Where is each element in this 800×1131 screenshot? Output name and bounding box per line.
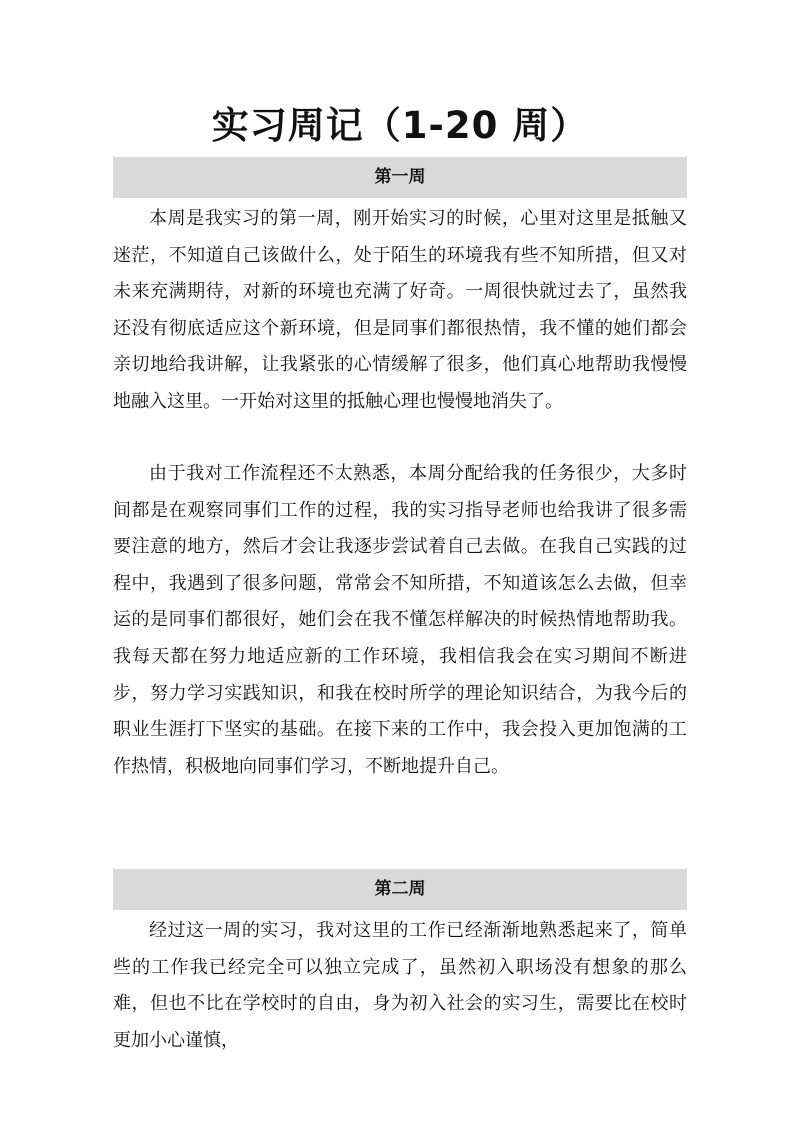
- week-1-paragraph-2: 由于我对工作流程还不太熟悉，本周分配给我的任务很少，大多时间都是在观察同事们工作的过程，我的实习指导老师也给我讲了很多需要注意的地方，然后才会让我逐步尝试着自己去做。在我自己实践的过程中，我遇到了很多问题，常常会不知所措，不知道该怎么去做，但幸运的是同事们都很好，她们会在我不懂怎样解决的时候热情地帮助我。我每天都在努力地适应新的工作环境，我相信我会在实习期间不断进步，努力学习实践知识，和我在校时所学的理论知识结合，为我今后的职业生涯打下坚实的基础。在接下来的工作中，我会投入更加饱满的工作热情，积极地向同事们学习，不断地提升自己。: [113, 463, 687, 777]
- week-2-heading: 第二周: [113, 869, 687, 910]
- document-title: 实习周记（1-20 周）: [211, 104, 589, 147]
- week-2-paragraph-1: 经过这一周的实习，我对这里的工作已经渐渐地熟悉起来了，简单些的工作我已经完全可以独立完成了，虽然初入职场没有想象的那么难，但也不比在学校时的自由，身为初入社会的实习生，需要比在校时更加小心谨慎，: [113, 920, 687, 1051]
- week-1-heading: 第一周: [113, 157, 687, 198]
- week-1-paragraph-1: 本周是我实习的第一周，刚开始实习的时候，心里对这里是抵触又迷茫，不知道自己该做什么，处于陌生的环境我有些不知所措，但又对未来充满期待，对新的环境也充满了好奇。一周很快就过去了，虽然我还没有彻底适应这个新环境，但是同事们都很热情，我不懂的她们都会亲切地给我讲解，让我紧张的心情缓解了很多，他们真心地帮助我慢慢地融入这里。一开始对这里的抵触心理也慢慢地消失了。: [113, 208, 687, 412]
